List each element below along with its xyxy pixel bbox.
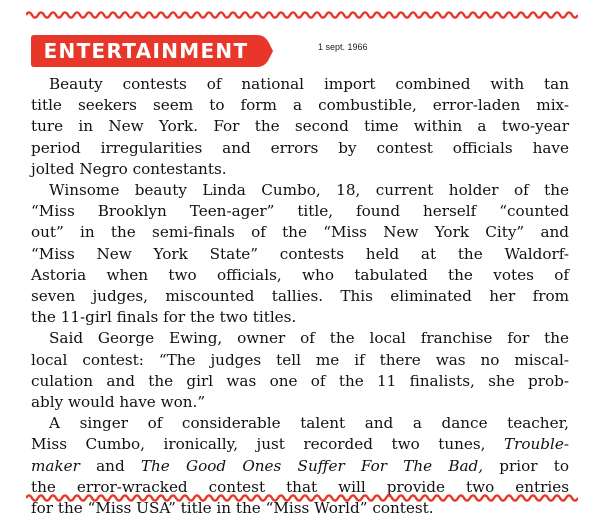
bottom-wavy-line bbox=[26, 495, 578, 500]
text-line: culation and the girl was one of the 11 finalists, she prob- bbox=[31, 371, 569, 390]
text-line: ture in New York. For the second time within a two-year bbox=[31, 117, 569, 136]
text-line: period irregularities and errors by contest officials have bbox=[31, 138, 569, 157]
text-line: the 11-girl finals for the two titles. bbox=[31, 308, 297, 327]
section-banner bbox=[31, 35, 273, 67]
text-line: out” in the semi-finals of the “Miss New York City” and bbox=[31, 223, 569, 242]
text-segment: Miss Cumbo, ironically, just recorded two tunes, bbox=[31, 435, 504, 454]
text-line: “Miss Brooklyn Teen-ager” title, found herself “counted bbox=[31, 202, 569, 221]
article-body bbox=[31, 74, 569, 519]
top-wavy-line bbox=[26, 12, 578, 17]
text-line: ably would have won.” bbox=[31, 393, 206, 412]
text-line: local contest: “The judges tell me if there was no miscal- bbox=[31, 350, 569, 369]
text-line: seven judges, miscounted tallies. This eliminated her from bbox=[31, 287, 569, 306]
text-segment: prior to bbox=[483, 456, 569, 475]
text-line: for the “Miss USA” title in the “Miss World” contest. bbox=[31, 499, 434, 518]
paragraph-2 bbox=[31, 180, 569, 328]
text-line: Winsome beauty Linda Cumbo, 18, current holder of the bbox=[49, 181, 569, 200]
text-line: Said George Ewing, owner of the local franchise for the bbox=[49, 329, 569, 348]
text-line: A singer of considerable talent and a dance teacher, bbox=[49, 414, 569, 433]
section-title: ENTERTAINMENT bbox=[43, 39, 249, 63]
song-title-good-ones: The Good Ones Suffer For The Bad, bbox=[140, 456, 484, 475]
text-line bbox=[31, 456, 569, 477]
bottom-wavy-border bbox=[26, 492, 578, 504]
paragraph-1 bbox=[31, 74, 569, 180]
song-title-troublemaker-part2: maker bbox=[31, 456, 80, 475]
text-line: jolted Negro contestants. bbox=[31, 159, 227, 178]
text-line: title seekers seem to form a combustible, error-laden mix- bbox=[31, 96, 569, 115]
text-line: “Miss New York State” contests held at the Waldorf- bbox=[31, 244, 569, 263]
text-line: Beauty contests of national import combined with tan bbox=[49, 75, 569, 93]
text-line: the error-wracked contest that will provide two entries bbox=[31, 477, 569, 496]
text-line bbox=[31, 434, 569, 455]
publication-date: 1 sept. 1966 bbox=[318, 42, 368, 52]
song-title-troublemaker-part1: Trouble- bbox=[503, 435, 569, 454]
text-line: Astoria when two officials, who tabulated the votes of bbox=[31, 265, 569, 284]
paragraph-3 bbox=[31, 328, 569, 413]
text-segment: and bbox=[79, 456, 141, 475]
top-wavy-border bbox=[26, 9, 578, 21]
